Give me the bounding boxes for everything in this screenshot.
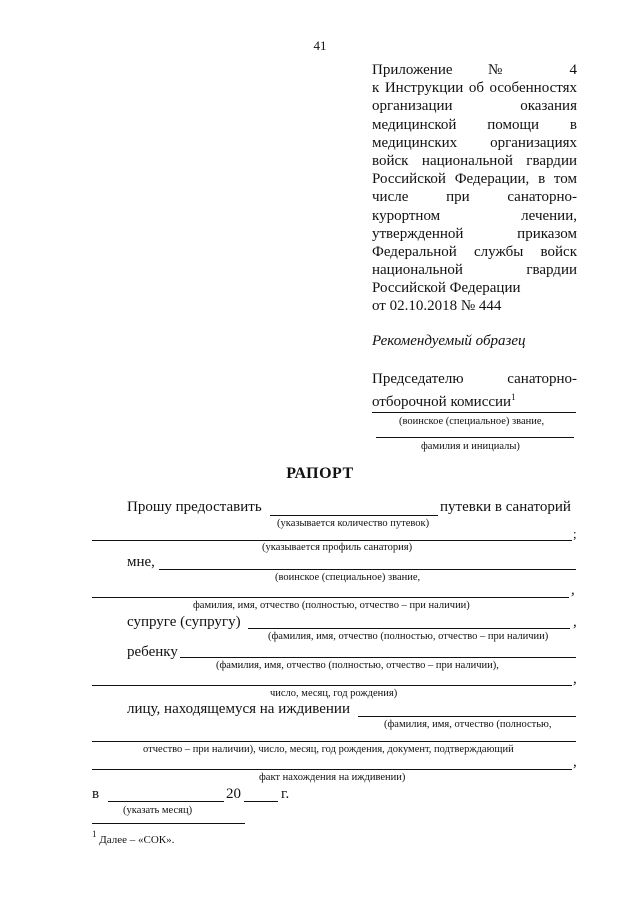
rank-blank-line <box>372 412 576 413</box>
comma: , <box>573 671 577 687</box>
footnote-separator <box>92 823 245 824</box>
year-suffix: г. <box>281 786 290 802</box>
appendix-line: от 02.10.2018 № 444 <box>372 298 502 315</box>
page-number: 41 <box>313 38 327 53</box>
child-caption: (фамилия, имя, отчество (полностью, отчество – при наличии), <box>216 660 499 671</box>
year-prefix: 20 <box>226 786 241 802</box>
appendix-line: Российской Федерации, в том <box>372 171 577 188</box>
appendix-line: Российской Федерации <box>372 280 521 297</box>
spouse-caption: (фамилия, имя, отчество (полностью, отчество – при наличии) <box>268 631 549 642</box>
addressee-line-1: Председателю санаторно- <box>372 371 577 387</box>
child-blank <box>180 657 576 658</box>
fio-caption: фамилия, имя, отчество (полностью, отчество – при наличии) <box>193 600 470 611</box>
me-fio-blank <box>92 597 569 598</box>
profile-caption: (указывается профиль санатория) <box>262 542 413 553</box>
appendix-line: войск национальной гвардии <box>372 152 577 169</box>
appendix-header <box>372 61 577 316</box>
footnote-text: Далее – «СОК». <box>99 834 175 846</box>
profile-semicolon: ; <box>573 526 577 541</box>
rank-caption: (воинское (специальное) звание, <box>399 416 545 427</box>
appendix-line: утвержденной приказом <box>372 225 577 242</box>
request-prefix: Прошу предоставить <box>127 499 262 515</box>
appendix-line: медицинских организациях <box>372 134 577 151</box>
sanatorium-profile-blank <box>92 540 572 541</box>
comma: , <box>573 614 577 630</box>
name-caption: фамилия и инициалы) <box>421 441 520 452</box>
month-blank <box>108 801 224 802</box>
document-title: РАПОРТ <box>286 465 354 482</box>
spouse-label: супруге (супругу) <box>127 614 241 630</box>
dependent-caption-1: (фамилия, имя, отчество (полностью, <box>384 719 552 730</box>
appendix-line: к Инструкции об особенностях <box>372 80 577 97</box>
sample-label: Рекомендуемый образец <box>372 333 526 349</box>
dependent-caption-2: отчество – при наличии), число, месяц, год рождения, документ, подтверждающий <box>143 744 514 755</box>
appendix-line: организации оказания <box>372 98 577 115</box>
appendix-line: числе при санаторно- <box>372 189 577 206</box>
comma: , <box>573 754 577 770</box>
footnote <box>92 829 174 846</box>
year-blank <box>244 801 278 802</box>
appendix-line: Федеральной службы войск <box>372 243 577 260</box>
me-rank-blank <box>159 569 576 570</box>
appendix-line: курортном лечении, <box>372 207 577 224</box>
spouse-blank <box>248 628 570 629</box>
footnote-mark: 1 <box>92 829 97 839</box>
addressee-block <box>372 370 577 411</box>
dependent-blank <box>358 716 576 717</box>
dependent-label: лицу, находящемуся на иждивении <box>127 701 350 717</box>
dependent-blank-3 <box>92 769 572 770</box>
month-caption: (указать месяц) <box>123 805 193 816</box>
addressee-line-2-text: отборочной комиссии <box>372 394 512 410</box>
count-caption: (указывается количество путевок) <box>277 518 430 529</box>
comma: , <box>571 582 575 598</box>
me-label: мне, <box>127 554 155 570</box>
name-blank-line <box>376 437 574 438</box>
child-label: ребенку <box>127 644 178 660</box>
appendix-line: Приложение № 4 <box>372 62 577 78</box>
birth-caption: число, месяц, год рождения) <box>270 688 398 699</box>
addressee-line-2 <box>372 388 577 411</box>
appendix-line: медицинской помощи в <box>372 116 577 133</box>
footnote-reference: 1 <box>511 392 516 402</box>
dependent-blank-2 <box>92 741 576 742</box>
dependent-caption-3: факт нахождения на иждивении) <box>259 772 406 783</box>
appendix-line: национальной гвардии <box>372 262 577 279</box>
me-caption: (воинское (специальное) звание, <box>275 572 421 583</box>
child-birth-blank <box>92 685 572 686</box>
request-suffix: путевки в санаторий <box>440 499 571 515</box>
in-label: в <box>92 786 100 802</box>
voucher-count-blank <box>270 515 438 516</box>
